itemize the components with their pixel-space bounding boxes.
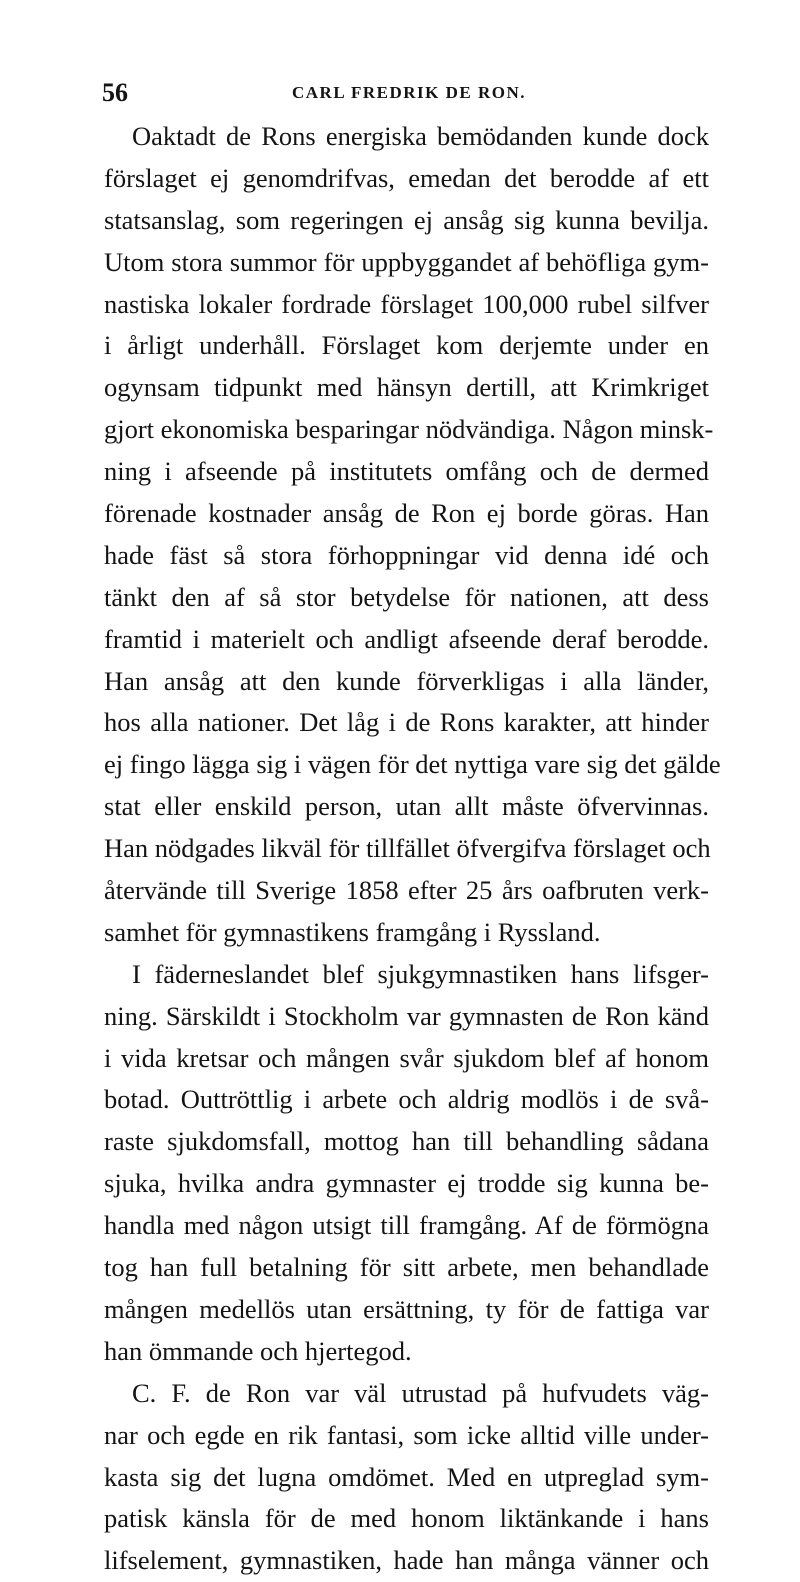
text-line: ej fingo lägga sig i vägen för det nyttiga vare sig det gälde [104,749,721,780]
text-line: gjort ekonomiska besparingar nödvändiga. Någon minsk- [104,414,714,445]
text-line: tänkt den af så stor betydelse för nationen, att dess [104,581,709,612]
text-line: raste sjukdomsfall, mottog han till behandling sådana [104,1126,709,1157]
text-line: Han nödgades likväl för tillfället öfvergifva förslaget och [104,833,711,864]
page-number: 56 [102,78,128,107]
text-line: stat eller enskild person, utan allt måste öfvervinnas. [104,791,709,822]
text-line: framtid i materielt och andligt afseende deraf berodde. [104,623,709,654]
text-line: handla med någon utsigt till framgång. Af de förmögna [104,1210,709,1241]
text-line: Utom stora summor för uppbyggandet af behöfliga gym- [104,246,709,277]
text-line: ning. Särskildt i Stockholm var gymnasten de Ron känd [104,1000,709,1031]
body-text [104,116,721,1582]
page-header [102,78,690,108]
text-line: botad. Outtröttlig i arbete och aldrig modlös i de svå- [104,1084,709,1115]
text-line: förslaget ej genomdrifvas, emedan det berodde af ett [104,162,709,193]
text-line: Han ansåg att den kunde förverkligas i alla länder, [104,665,709,696]
running-head: CARL FREDRIK DE RON. [292,83,527,102]
text-line: lifselement, gymnastiken, hade han många vänner och [104,1545,709,1576]
text-line: hos alla nationer. Det låg i de Rons karakter, att hinder [104,707,709,738]
text-line: i vida kretsar och mången svår sjukdom blef af honom [104,1042,709,1073]
text-line: han ömmande och hjertegod. [104,1335,412,1366]
text-line: i årligt underhåll. Förslaget kom derjemte under en [104,330,709,361]
text-line: Oaktadt de Rons energiska bemödanden kunde dock [132,121,709,151]
text-line: statsanslag, som regeringen ej ansåg sig kunna bevilja. [104,204,709,235]
text-line: nar och egde en rik fantasi, som icke alltid ville under- [104,1419,709,1450]
text-line: sjuka, hvilka andra gymnaster ej trodde sig kunna be- [104,1168,709,1199]
text-line: I fäderneslandet blef sjukgymnastiken hans lifsger- [132,958,709,989]
text-line: nastiska lokaler fordrade förslaget 100,000 rubel silfver [104,288,709,319]
text-line: ogynsam tidpunkt med hänsyn dertill, att Krimkriget [104,372,709,403]
text-line: hade fäst så stora förhoppningar vid denna idé och [104,539,709,570]
text-line: mången medellös utan ersättning, ty för de fattiga var [104,1293,709,1324]
text-line: tog han full betalning för sitt arbete, men behandlade [104,1252,709,1283]
text-line: kasta sig det lugna omdömet. Med en utpreglad sym- [104,1461,709,1492]
text-line: C. F. de Ron var väl utrustad på hufvudets väg- [132,1377,709,1408]
text-line: ning i afseende på institutets omfång och de dermed [104,456,709,487]
text-line: återvände till Sverige 1858 efter 25 års oafbruten verk- [104,875,709,906]
text-line: samhet för gymnastikens framgång i Ryssland. [104,916,601,947]
text-line: patisk känsla för de med honom liktänkande i hans [104,1503,709,1534]
text-line: förenade kostnader ansåg de Ron ej borde göras. Han [104,498,709,529]
